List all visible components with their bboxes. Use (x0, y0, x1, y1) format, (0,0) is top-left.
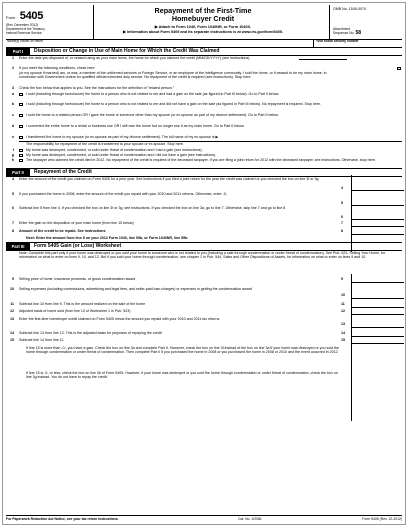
line-2-checkbox[interactable] (397, 67, 401, 71)
line-6-text: Subtract line 5 from line 4. If you checked the box on line 3f or 3g, see instructions. If you checked the box on line 3a, go to line 7. Otherwise, skip line 7 and go to line 8 (19, 206, 286, 210)
irs-label: Internal Revenue Service (6, 30, 42, 35)
sequence-number: 58 (355, 29, 362, 36)
line-9-amount[interactable] (352, 282, 404, 283)
line-1-text: Enter the date you disposed of, or ceased using as your main home, the home for which you claimed the credit (MM/DD/YYYY) (see instructions) (19, 56, 250, 60)
part-2-header (6, 168, 402, 177)
line-4-amount[interactable] (352, 190, 404, 191)
part-1-title: Disposition or Change in Use of Main Home for Which the Credit Was Claimed (34, 48, 220, 54)
title-line-2: Homebuyer Credit (171, 14, 235, 23)
line-3h-checkbox[interactable] (19, 159, 23, 163)
line-2-detail: (or my spouse if married) am, or was, a member of the uniformed services or Foreign Service, or an employee of the intelligence community. I sold the home, or it ceased to be my main home, in connection with Government orders for qualified official extended duty service. No repayment of the credit is required (see instructions). Stop here. (19, 71, 327, 80)
line-3c-text: I sold the home to a related person OR I gave the home to someone other than my spouse (or ex-spouse as part of my divorce settlement). Go to Part II below. (26, 113, 279, 117)
line-7-amount[interactable] (352, 226, 404, 227)
line-3g-checkbox[interactable] (19, 154, 23, 158)
line-3b-checkbox[interactable] (19, 103, 23, 107)
title-line-1: Repayment of the First-Time (154, 6, 252, 15)
name-field-label: Name(s) shown on return (7, 39, 43, 43)
form-footer (6, 515, 402, 522)
part-2-tag: Part II (6, 169, 30, 176)
line-3h-text: The taxpayer who claimed the credit died in 2012. No repayment of the credit is required of the deceased taxpayer. If you are filing a joint return for 2012 with the deceased taxpayer, see instructions. Otherwise, stop here. (26, 158, 376, 162)
part-3-title: Form 5405 Gain (or Loss) Worksheet (34, 243, 122, 249)
catalog-number: Cat. No. 11936I (238, 517, 262, 521)
part-2-next-note: Next: Enter the amount from line 8 on your 2012 Form 1040, line 59b, or Form 1040NR, line 59b. (26, 236, 189, 240)
line-number: 3 (12, 86, 14, 90)
line-8-amount[interactable] (352, 234, 404, 235)
line-6-amount[interactable] (352, 219, 404, 220)
line-3d-checkbox[interactable] (19, 125, 23, 129)
line-4-text: Enter the amount of the credit you claimed on Form 5405 for a prior year. See instructions if you filed a joint return for the year the credit was claimed or you checked the box on line 3f or 3g (19, 177, 319, 181)
line-3f-text: My home was destroyed, condemned, or sold under threat of condemnation and I had a gain (see instructions). (26, 148, 203, 152)
line-15-amount[interactable] (352, 343, 404, 344)
attachment-label: Attachment (333, 27, 351, 31)
line-3b-text: I sold (including through foreclosure) the home to a person who is not related to me and did not have a gain on the sale (as figured in Part III below). No repayment is required. Stop here. (26, 102, 322, 106)
line-3f-checkbox[interactable] (19, 149, 23, 153)
line-3a-checkbox[interactable] (19, 93, 23, 97)
line-10-amount[interactable] (352, 298, 404, 299)
part-3-note: Note: Complete this part only if your home was destroyed or you sold your home to someone who is not related to you (including a sale through condemnation or under threat of condemnation). See Pub. 523, Selling Your Home, for information on what to enter on lines 9, 10, and 12. But if you sold your home through condemnation, see chapter 1 in Pub. 544, Sales and Other Dispositions of Assets, for information on what to enter on lines 9 and 10. (19, 251, 386, 260)
line-3e-text: I transferred the home to my spouse (or ex-spouse as part of my divorce settlement). The full name of my ex-spouse is ▶ (26, 135, 219, 139)
line-5-amount[interactable] (352, 205, 404, 206)
line-3-text: Check the box below that applies to you. See the instructions for the definition of "related person." (19, 86, 175, 90)
form-id-block (6, 6, 86, 35)
form-title (98, 7, 308, 23)
line-15-text: Subtract line 14 from line 11 (19, 338, 64, 342)
attach-instructions (98, 25, 308, 34)
sequence-label: Sequence No. (333, 30, 355, 35)
line-12-amount[interactable] (352, 314, 404, 315)
line-15-loss-instruction: If line 15 is -0- or less, check the box on line 3b of Form 5405. However, if your home was destroyed or you sold the home through condemnation or under threat of condemnation, check the box on line 3g instead. You do not have to repay the credit. (26, 371, 338, 380)
line-3g-text: My home was destroyed, condemned, or sold under threat of condemnation and I did not have a gain (see instructions). (26, 153, 217, 157)
line-15-gain-instruction: If line 15 is more than -0-, you have a gain. Check the box on line 3a and complete Part II. However, check the box on line 3f instead of the box on line 3a if your home was destroyed or you sold the home through condemnation or under threat of condemnation. Then complete Part II if you purchased the home in 2008 or you purchased the home in 2008 or 2010 and the event occurred in 2012. (26, 346, 340, 355)
line-2-text: If you meet the following conditions, check here (19, 66, 95, 70)
line-12-text: Adjusted basis of home sold (from line 13 of Worksheet 1 in Pub. 523) (19, 309, 131, 313)
line-14-text: Subtract line 13 from line 12. This is the adjusted basis for purposes of repaying the credit (19, 331, 162, 335)
line-11-text: Subtract line 10 from line 9. This is the amount realized on the sale of the home (19, 302, 146, 306)
form-page: Form 5405 (Rev. December 2012) Department of the Treasury Internal Revenue Service Repayment of the First-Time Homebuyer Credit ▶ Attach to Form 1040, Form 1040NR, or Form 1040X. ▶ Information about Form 5405 and its separate instructions is at www.irs.gov/form5405. OMB No. 1545-0074 Attachment Sequence No. 58 Name(s) shown on return Your social security number Part I Disposition or Change in Use of Main Home for Which the Credit Was Claimed 1 Enter the date you disposed of, or ceased using as your main home, the home for which you claimed the credit (MM/DD/YYYY) (see instructions) 2 If you meet the following conditions, check here (or my spouse if married) am, or was, a member of the uniformed services or Foreign Service, or an employee of the intelligence community. I sold the home, or it ceased to be my main home, in connection with Government orders for qualified official extended duty service. No repayment of the credit is required (see instructions). Stop here. 3 Check the box below that applies to you. See the instructions for the definition of "related person." a I sold (including through foreclosure) the home to a person who is not related to me and had a gain on the sale (as figured in Part III below). Go to Part II below. b I sold (including through foreclosure) the home to a person who is not related to me and did not have a gain on the sale (as figured in Part III below). No repayment is required. Stop here. c I sold the home to a related person OR I gave the home to someone other than my spouse (or ex-spouse as part of my divorce settlement). Go to Part II below. d I converted the entire home to a rental or business use OR I still own the home but no longer use it as my main home. Go to Part II below. e I transferred the home to my spouse (or ex-spouse as part of my divorce settlement). The full name of my ex-spouse is ▶ The responsibility for repayment of the credit is transferred to your spouse or ex-spouse. Stop here. f My home was destroyed, condemned, or sold under threat of condemnation and I had a gain (see instructions). g My home was destroyed, condemned, or sold under threat of condemnation and I did not have a gain (see instructions). h The taxpayer who claimed the credit died in 2012. No repayment of the credit is required of the deceased taxpayer. If you are filing a joint return for 2012 with the deceased taxpayer, see instructions. Otherwise, stop here. Part II Repayment of the Credit 4 Enter the amount of the credit you claimed on Form 5405 for a prior year. See instructions if you filed a joint return for the year the credit was claimed or you checked the box on line 3f or 3g 4 5 If you purchased the home in 2008, enter the amount of the credit you repaid with your 2010 and 2011 returns. Otherwise, enter -0- 5 6 Subtract line 5 from line 4. If you checked the box on line 3f or 3g, see instructions. If you checked the box on line 3a, go to line 7. Otherwise, skip line 7 and go to line 8 6 7 Enter the gain on the disposition of your main home (from line 15 below) 7 8 Amount of the credit to be repaid. See instructions 8 Next: Enter the amount from line 8 on your 2012 Form 1040, line 59b, or Form 1040NR, line 59b. Part III Form 5405 Gain (or Loss) Worksheet Note: Complete this part only if your home was destroyed or you sold your home to someone who is not related to you (including a sale through condemnation or under threat of condemnation). See Pub. 523, Selling Your Home, for information on what to enter on lines 9, 10, and 12. But if you sold your home through condemnation, see chapter 1 in Pub. 544, Sales and Other Dispositions of Assets, for information on what to enter on lines 9 and 10. 9 Selling price of home, insurance proceeds, or gross condemnation award 9 10 Selling expenses (including commissions, advertising and legal fees, and seller-paid loan charges) or expenses in getting the condemnation award 10 11 Subtract line 10 from line 9. This is the amount realized on the sale of the home 11 12 Adjusted basis of home sold (from line 13 of Worksheet 1 in Pub. 523) 12 13 Enter the first-time homebuyer credit claimed on Form 5405 minus the amount you repaid with your 2010 and 2011 tax returns 13 14 Subtract line 13 from line 12. This is the adjusted basis for purposes of repaying the credit 14 15 Subtract line 14 from line 11 15 If line 15 is more than -0-, you have a gain. Check the box on line 3a and complete Part II. However, check the box on line 3f instead of the box on line 3a if your home was destroyed or you sold the home through condemnation or under threat of condemnation. Then complete Part II if you purchased the home in 2008 or you purchased the home in 2008 or 2010 and the event occurred in 2012. If line 15 is -0- or less, check the box on line 3b of Form 5405. However, if your home was destroyed or you sold the home through condemnation or under threat of condemnation, check the box on line 3g instead. You do not have to repay the credit. For Paperwork Reduction Act Notice, see your tax return instructions. Cat. No. 11936I Form 5405 (Rev. 12-2012) (2, 2, 406, 525)
line-3d-text: I converted the entire home to a rental or business use OR I still own the home but no longer use it as my main home. Go to Part II below. (26, 124, 245, 128)
line-3e-note: The responsibility for repayment of the credit is transferred to your spouse or ex-spouse. Stop here. (26, 142, 184, 146)
form-label: Form (6, 15, 16, 20)
line-3e-checkbox[interactable] (19, 136, 23, 140)
line-number: 1 (12, 56, 14, 60)
department: Department of the Treasury (6, 26, 45, 31)
line-5-text: If you purchased the home in 2008, enter the amount of the credit you repaid with your 2010 and 2011 returns. Otherwise, enter -0- (19, 192, 228, 196)
form-footer-id: Form 5405 (Rev. 12-2012) (362, 517, 402, 521)
line-7-text: Enter the gain on the disposition of your main home (from line 15 below) (19, 221, 134, 225)
line-3c-checkbox[interactable] (19, 114, 23, 118)
line-number: 2 (12, 66, 14, 70)
line-1-date-input[interactable] (299, 59, 347, 60)
line-10-text: Selling expenses (including commissions, advertising and legal fees, and seller-paid loan charges) or expenses in getting the condemnation award (19, 287, 252, 291)
part-3-header (6, 242, 402, 251)
part-1-header (6, 47, 402, 56)
form-number: 5405 (19, 10, 44, 22)
line-11-amount[interactable] (352, 307, 404, 308)
form-revision: (Rev. December 2012) (6, 23, 39, 27)
line-8-text: Amount of the credit to be repaid. See instructions (19, 229, 106, 233)
line-13-amount[interactable] (352, 327, 404, 328)
attach-line: ▶ Attach to Form 1040, Form 1040NR, or Form 1040X. (154, 25, 252, 29)
info-line: ▶ Information about Form 5405 and its separate instructions is at www.irs.gov/form5405. (123, 29, 283, 34)
line-14-amount[interactable] (352, 336, 404, 337)
part-1-tag: Part I (6, 48, 30, 55)
part-3-tag: Part III (6, 243, 30, 250)
sequence-block (333, 28, 361, 36)
ssn-field-label: Your social security number (316, 39, 359, 43)
paperwork-notice: For Paperwork Reduction Act Notice, see your tax return instructions. (6, 517, 119, 521)
line-3a-text: I sold (including through foreclosure) the home to a person who is not related to me and had a gain on the sale (as figured in Part III below). Go to Part II below. (26, 92, 280, 96)
part-2-title: Repayment of the Credit (34, 169, 92, 175)
line-9-text: Selling price of home, insurance proceeds, or gross condemnation award (19, 277, 136, 281)
omb-number: OMB No. 1545-0074 (333, 7, 366, 11)
line-13-text: Enter the first-time homebuyer credit claimed on Form 5405 minus the amount you repaid with your 2010 and 2011 tax returns (19, 317, 220, 321)
